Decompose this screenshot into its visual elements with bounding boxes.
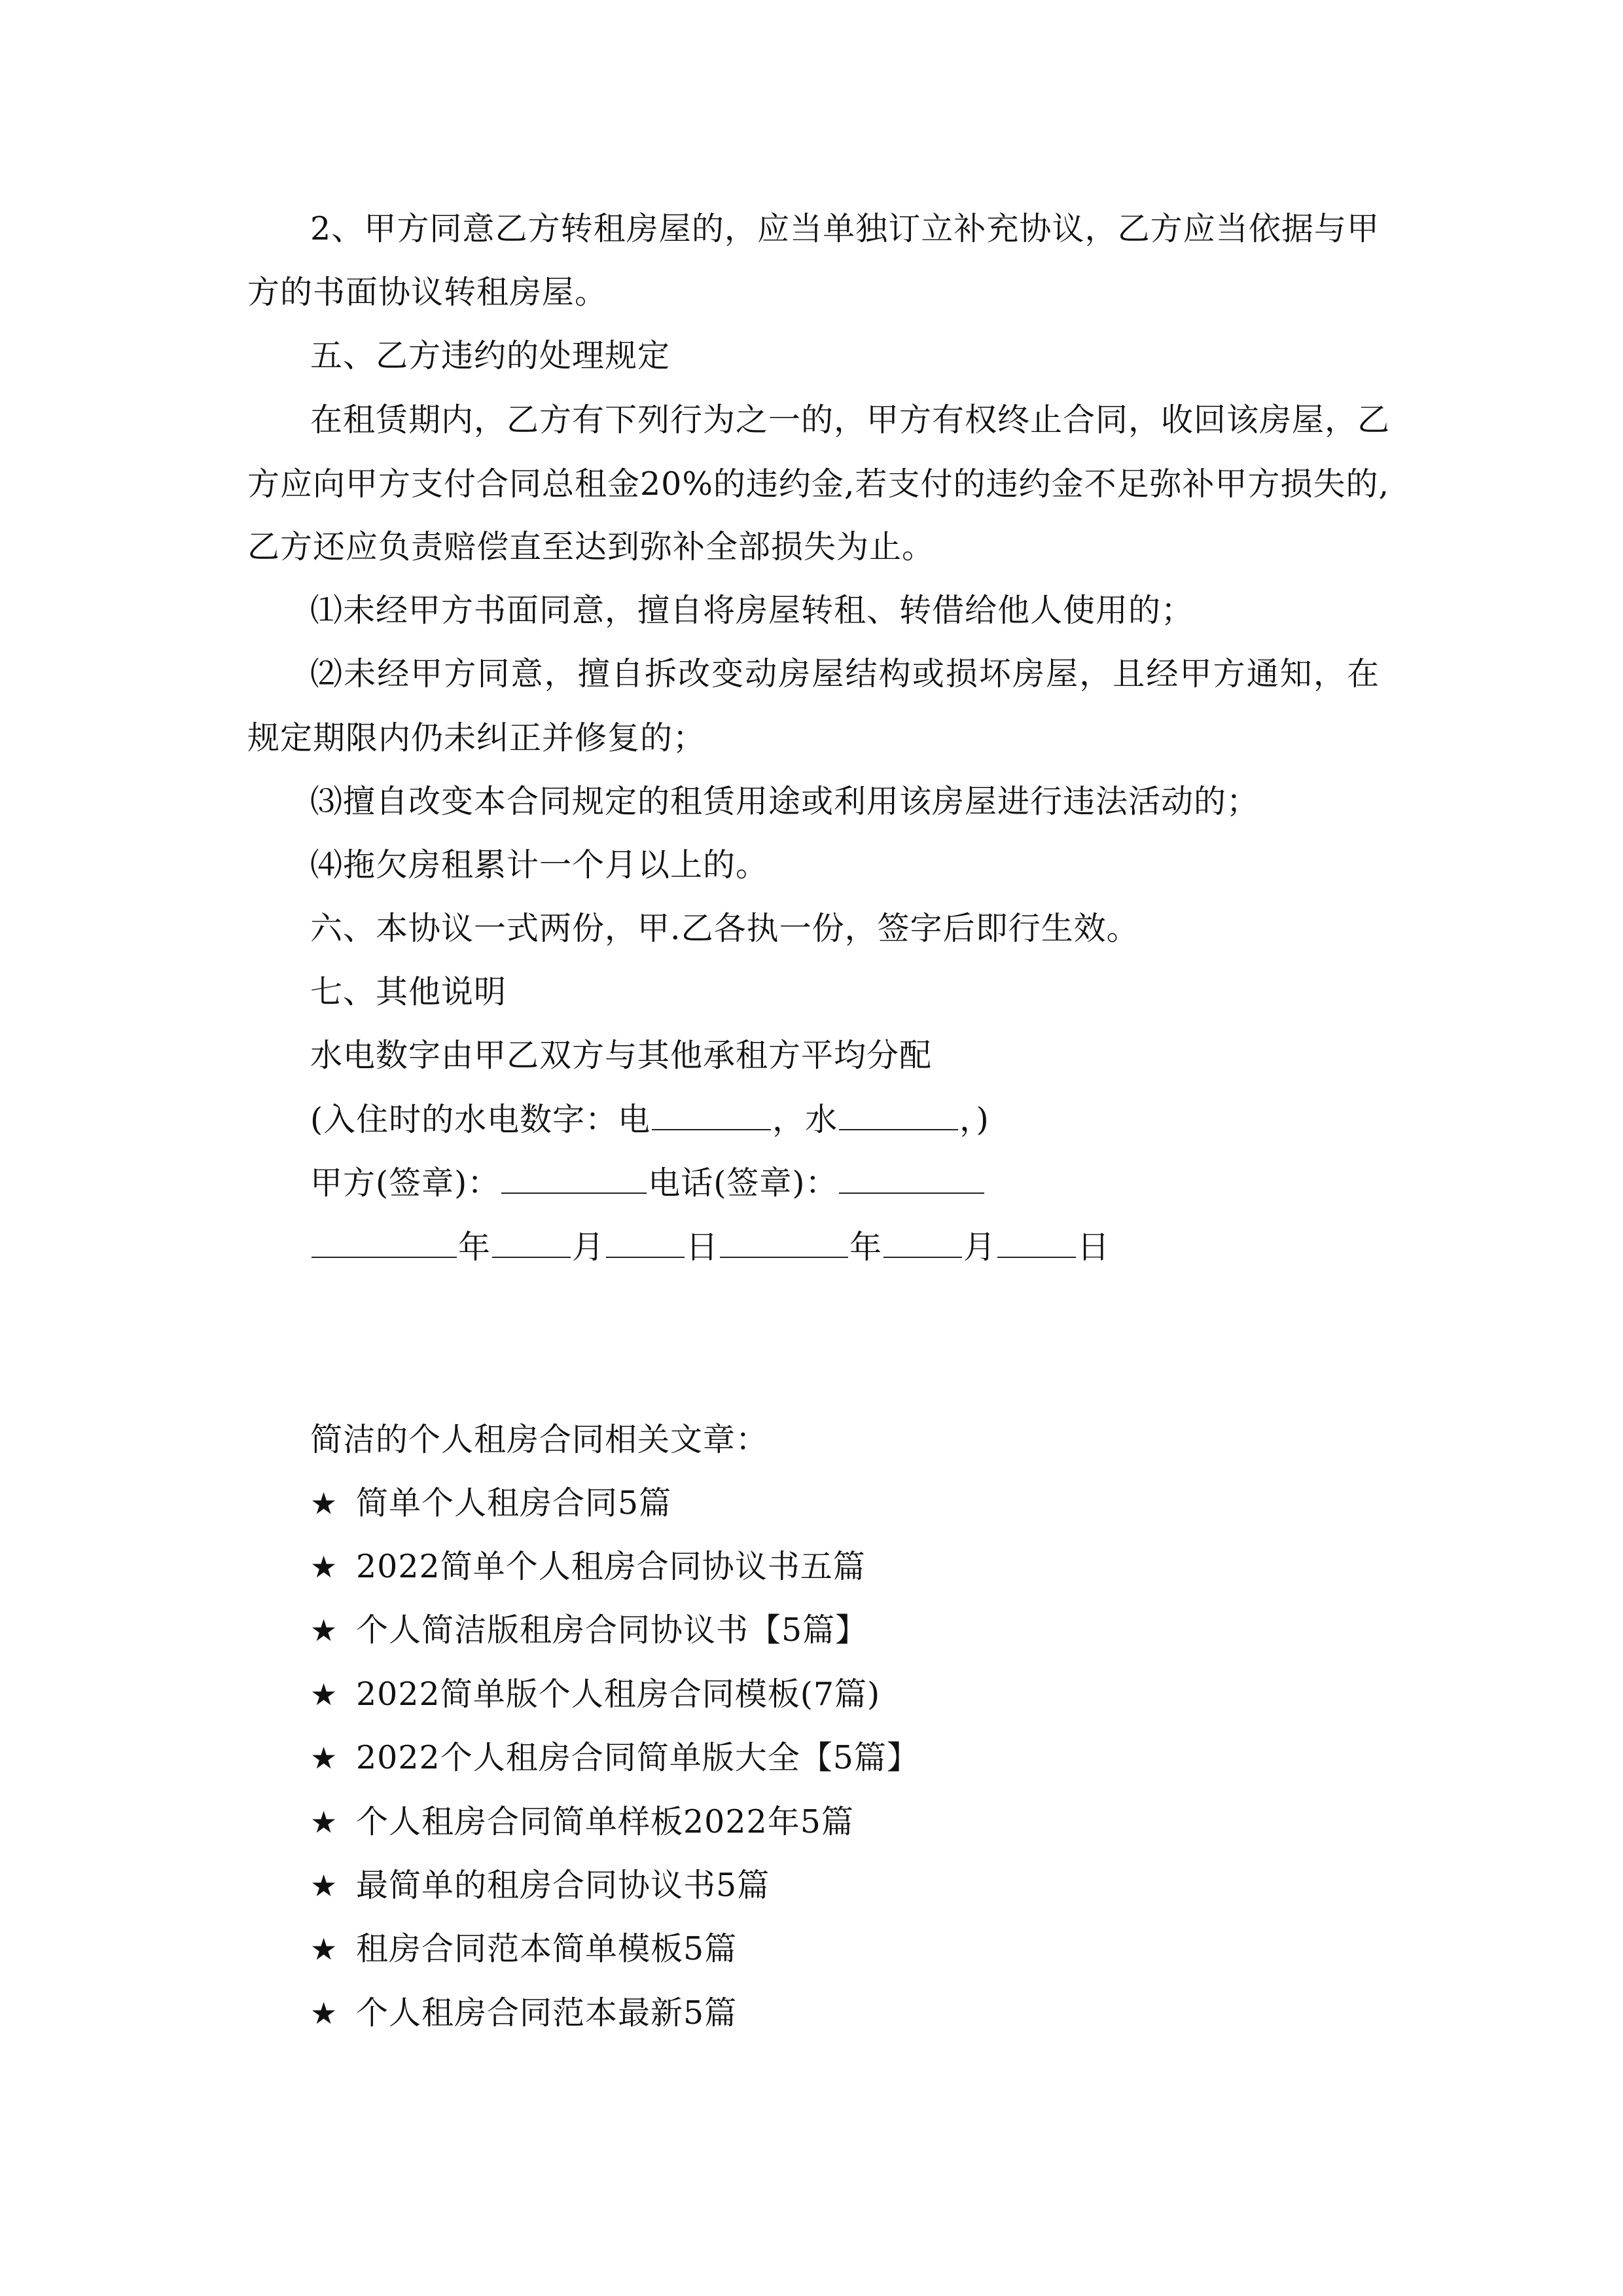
section-heading-other: 七、其他说明 (310, 973, 507, 1011)
star-icon: ★ (310, 1931, 338, 1967)
meter-water-label: ，水 (772, 1101, 838, 1138)
related-article-title[interactable]: 租房合同范本简单模板5篇 (356, 1930, 738, 1967)
star-icon: ★ (310, 1804, 338, 1840)
utility-note: 水电数字由甲乙双方与其他承租方平均分配 (310, 1037, 933, 1074)
related-article-title[interactable]: 2022简单版个人租房合同模板(7篇) (356, 1676, 881, 1713)
star-icon: ★ (310, 1549, 338, 1585)
related-article-link[interactable] (310, 1738, 1442, 1778)
breach-item-1: ⑴未经甲方书面同意，擅自将房屋转租、转借给他人使用的； (310, 592, 1194, 629)
paragraph-sublease-line-1: 2、甲方同意乙方转租房屋的，应当单独订立补充协议，乙方应当依据与甲 (310, 210, 1380, 247)
related-article-title[interactable]: 个人简洁版租房合同协议书【5篇】 (356, 1611, 868, 1649)
section-heading-copies: 六、本协议一式两份，甲.乙各执一份，签字后即行生效。 (310, 910, 1139, 947)
related-article-title[interactable]: 简单个人租房合同5篇 (356, 1484, 672, 1522)
month-label-b: 月 (963, 1229, 997, 1266)
related-article-link[interactable] (310, 1994, 1442, 2033)
related-article-title[interactable]: 个人租房合同简单样板2022年5篇 (356, 1803, 854, 1840)
day-blank-b (997, 1228, 1076, 1258)
related-article-link[interactable] (310, 1866, 1442, 1905)
party-a-signature-label: 甲方(签章)： (310, 1164, 501, 1202)
party-a-signature-blank (501, 1164, 647, 1194)
paragraph-breach-line-3: 乙方还应负责赔偿直至达到弥补全部损失为止。 (247, 528, 935, 565)
month-blank-a (492, 1228, 571, 1258)
date-line (310, 1228, 1442, 1267)
day-label-a: 日 (686, 1229, 719, 1266)
paragraph-sublease-line-2: 方的书面协议转租房屋。 (247, 274, 608, 311)
breach-item-3: ⑶擅自改变本合同规定的租赁用途或利用该房屋进行违法活动的； (310, 783, 1260, 820)
related-articles-heading: 简洁的个人租房合同相关文章： (310, 1421, 769, 1458)
meter-reading-line (310, 1100, 1442, 1139)
star-icon: ★ (310, 1486, 338, 1521)
paragraph-breach-line-1: 在租赁期内，乙方有下列行为之一的，甲方有权终止合同，收回该房屋，乙 (310, 401, 1391, 439)
day-label-b: 日 (1077, 1229, 1111, 1266)
related-article-title[interactable]: 最简单的租房合同协议书5篇 (356, 1867, 770, 1904)
star-icon: ★ (310, 1677, 338, 1712)
star-icon: ★ (310, 1868, 338, 1903)
phone-signature-label: 电话(签章)： (648, 1164, 838, 1202)
year-label-a: 年 (458, 1229, 491, 1266)
related-article-title[interactable]: 个人租房合同范本最新5篇 (356, 1994, 738, 2032)
star-icon: ★ (310, 1613, 338, 1648)
breach-item-2-line-1: ⑵未经甲方同意，擅自拆改变动房屋结构或损坏房屋，且经甲方通知，在 (310, 655, 1380, 692)
related-article-link[interactable] (310, 1611, 1442, 1650)
related-article-link[interactable] (310, 1803, 1442, 1842)
month-label-a: 月 (572, 1229, 605, 1266)
related-article-link[interactable] (310, 1547, 1442, 1587)
related-article-title[interactable]: 2022简单个人租房合同协议书五篇 (356, 1548, 866, 1585)
year-blank-a (312, 1228, 457, 1258)
star-icon: ★ (310, 1996, 338, 2031)
meter-prefix: (入住时的水电数字：电 (310, 1101, 651, 1138)
phone-signature-blank (839, 1164, 984, 1194)
related-article-link[interactable] (310, 1675, 1442, 1714)
water-blank (839, 1100, 958, 1130)
related-article-title[interactable]: 2022个人租房合同简单版大全【5篇】 (356, 1739, 919, 1776)
related-article-link[interactable] (310, 1929, 1442, 1969)
year-blank-b (720, 1228, 848, 1258)
electricity-blank (652, 1100, 771, 1130)
day-blank-a (606, 1228, 685, 1258)
signature-line (310, 1164, 1442, 1203)
month-blank-b (883, 1228, 962, 1258)
meter-suffix: ，) (959, 1101, 990, 1138)
related-article-link[interactable] (310, 1484, 1442, 1523)
year-label-b: 年 (849, 1229, 883, 1266)
paragraph-breach-line-2: 方应向甲方支付合同总租金20%的违约金,若支付的违约金不足弥补甲方损失的, (247, 465, 1390, 503)
section-heading-breach: 五、乙方违约的处理规定 (310, 337, 671, 374)
star-icon: ★ (310, 1740, 338, 1776)
breach-item-4: ⑷拖欠房租累计一个月以上的。 (310, 846, 769, 884)
breach-item-2-line-2: 规定期限内仍未纠正并修复的； (247, 719, 706, 757)
